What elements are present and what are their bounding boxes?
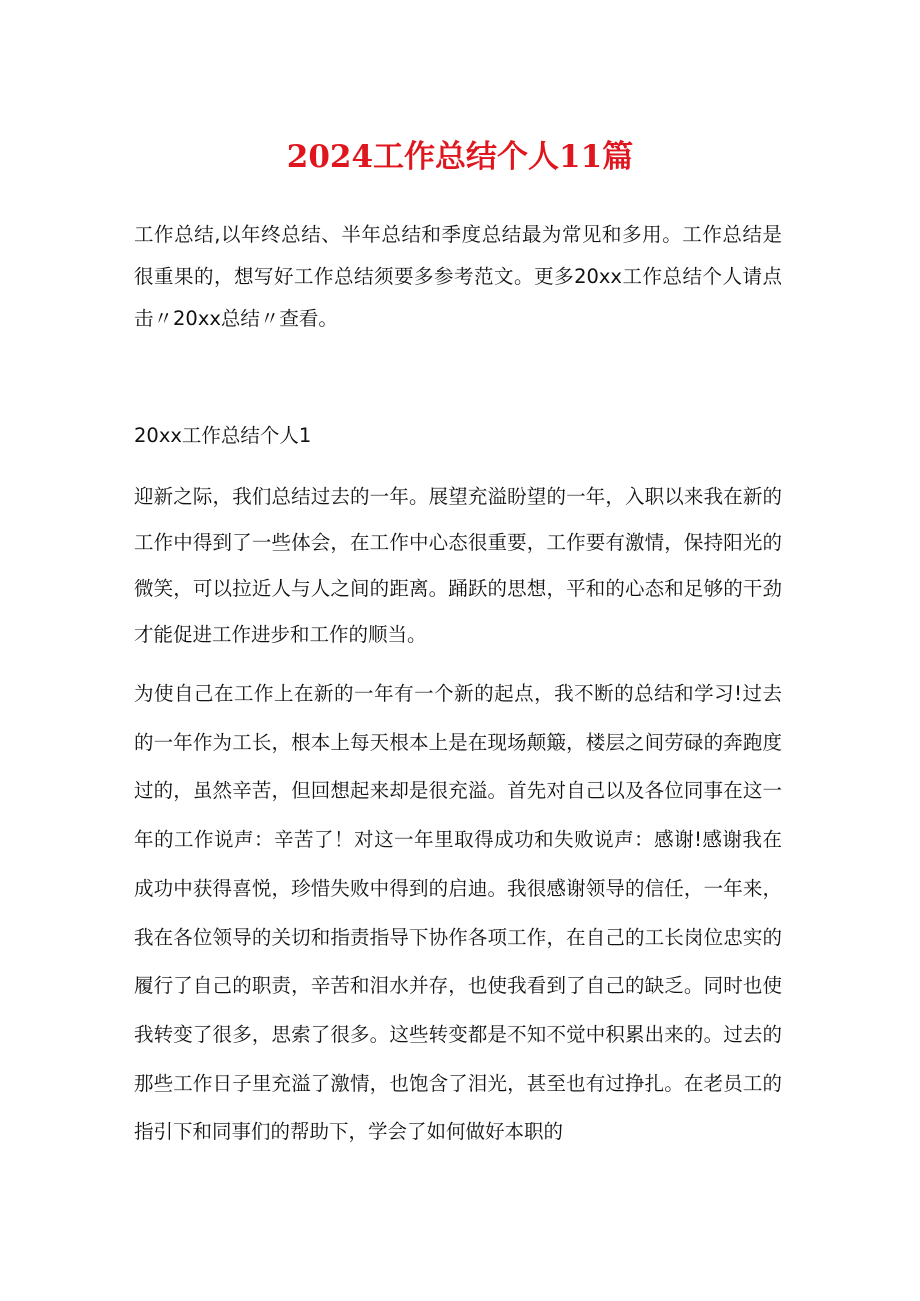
section-heading: 20xx工作总结个人1 xyxy=(134,424,312,447)
body-paragraph-1: 迎新之际，我们总结过去的一年。展望充溢盼望的一年，入职以来我在新的工作中得到了一些体会，在工作中心态很重要，工作要有激情，保持阳光的微笑，可以拉近人与人之间的距离。踊跃的思想，平和的心态和足够的干劲才能促进工作进步和工作的顺当。 xyxy=(134,485,782,646)
intro-paragraph: 工作总结,以年终总结、半年总结和季度总结最为常见和多用。工作总结是很重果的，想写好工作总结须要多参考范文。更多20xx工作总结个人请点击〃20xx总结〃查看。 xyxy=(134,223,782,330)
document-title: 2024工作总结个人11篇 xyxy=(286,139,634,175)
body-paragraph-2: 为使自己在工作上在新的一年有一个新的起点，我不断的总结和学习!过去的一年作为工长，根本上每天根本上是在现场颠簸，楼层之间劳碌的奔跑度过的，虽然辛苦，但回想起来却是很充溢。首先对自己以及各位同事在这一年的工作说声：辛苦了！对这一年里取得成功和失败说声：感谢!感谢我在成功中获得喜悦，珍惜失败中得到的启迪。我很感谢领导的信任，一年来，我在各位领导的关切和指责指导下协作各项工作，在自己的工长岗位忠实的履行了自己的职责，辛苦和泪水并存，也使我看到了自己的缺乏。同时也使我转变了很多，思索了很多。这些转变都是不知不觉中积累出来的。过去的那些工作日子里充溢了激情，也饱含了泪光，甚至也有过挣扎。在老员工的指引下和同事们的帮助下，学会了如何做好本职的 xyxy=(134,682,782,1144)
